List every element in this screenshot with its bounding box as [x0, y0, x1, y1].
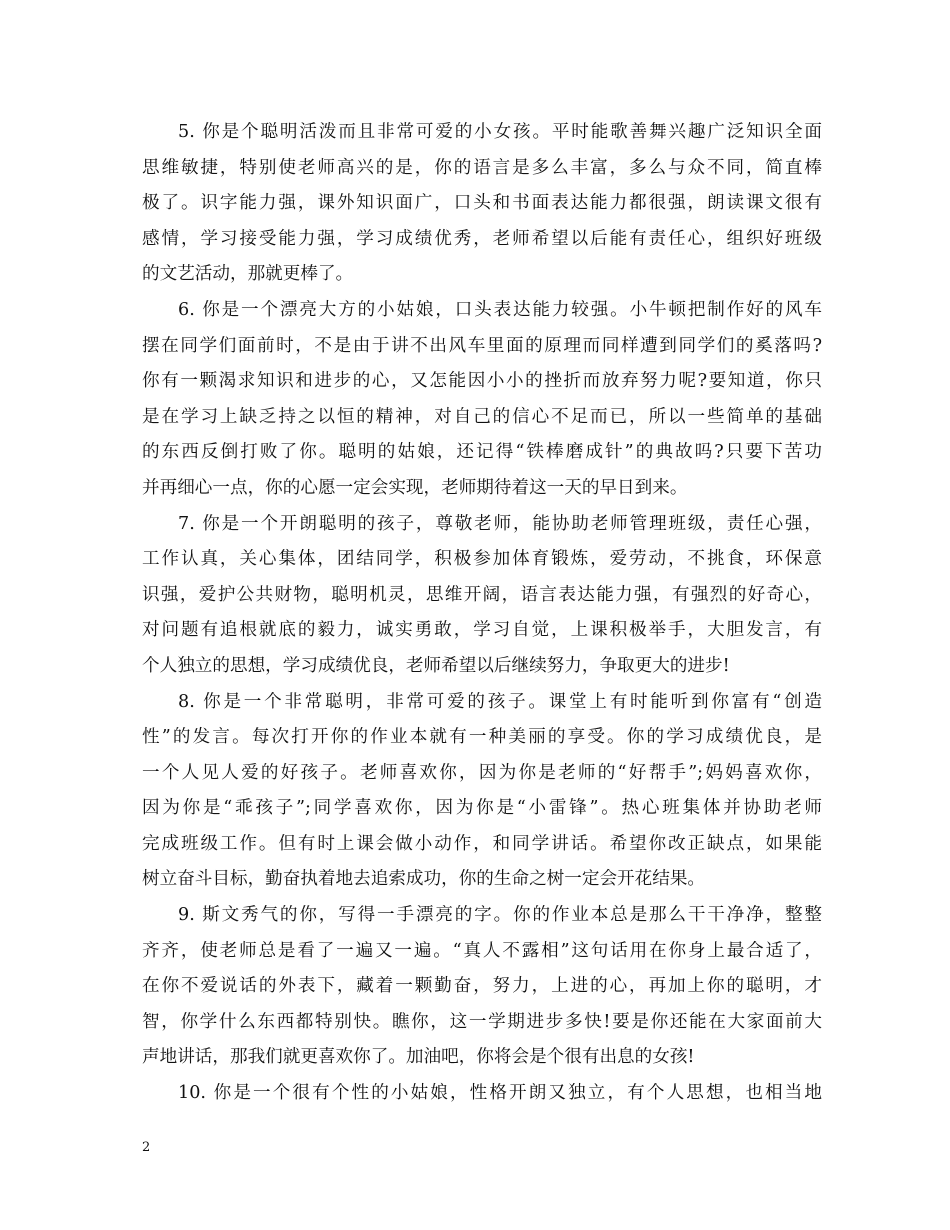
paragraph — [142, 507, 822, 685]
paragraph — [142, 293, 822, 507]
text-line: 一个人见人爱的好孩子。老师喜欢你，因为你是老师的“好帮手”;妈妈喜欢你， — [142, 762, 822, 783]
text-line: 性”的发言。每次打开你的作业本就有一种美丽的享受。你的学习成绩优良，是 — [142, 727, 822, 748]
text-line: 摆在同学们面前时，不是由于讲不出风车里面的原理而同样遭到同学们的奚落吗? — [142, 335, 822, 356]
text-line: 识强，爱护公共财物，聪明机灵，思维开阔，语言表达能力强，有强烈的好奇心， — [142, 584, 822, 605]
text-line: 5. 你是个聪明活泼而且非常可爱的小女孩。平时能歌善舞兴趣广泛知识全面 — [178, 122, 822, 142]
text-line: 对问题有追根就底的毅力，诚实勇敢，学习自觉，上课积极举手，大胆发言，有 — [142, 620, 822, 641]
text-line: 极了。识字能力强，课外知识面广，口头和书面表达能力都很强，朗读课文很有 — [142, 193, 822, 214]
text-line: 因为你是“乖孩子”;同学喜欢你，因为你是“小雷锋”。热心班集体并协助老师 — [142, 798, 822, 819]
text-line: 的东西反倒打败了你。聪明的姑娘，还记得“铁棒磨成针”的典故吗?只要下苦功 — [142, 442, 822, 463]
paragraph — [142, 685, 822, 899]
text-line: 智，你学什么东西都特别快。瞧你，这一学期进步多快!要是你还能在大家面前大 — [142, 1011, 822, 1032]
text-line: 6. 你是一个漂亮大方的小姑娘，口头表达能力较强。小牛顿把制作好的风车 — [178, 299, 822, 320]
text-line: 完成班级工作。但有时上课会做小动作，和同学讲话。希望你改正缺点，如果能 — [142, 833, 822, 854]
text-line: 在你不爱说话的外表下，藏着一颗勤奋，努力，上进的心，再加上你的聪明，才 — [142, 976, 822, 997]
document-body — [142, 115, 822, 1112]
text-line: 感情，学习接受能力强，学习成绩优秀，老师希望以后能有责任心，组织好班级 — [142, 228, 822, 249]
text-line: 声地讲话，那我们就更喜欢你了。加油吧，你将会是个很有出息的女孩! — [142, 1047, 695, 1068]
paragraph — [142, 898, 822, 1076]
text-line: 个人独立的思想，学习成绩优良，老师希望以后继续努力，争取更大的进步! — [142, 655, 730, 676]
text-line: 10. 你是一个很有个性的小姑娘，性格开朗又独立，有个人思想，也相当地 — [178, 1083, 822, 1104]
text-line: 9. 斯文秀气的你，写得一手漂亮的字。你的作业本总是那么干干净净，整整 — [178, 905, 822, 926]
text-line: 的文艺活动，那就更棒了。 — [142, 264, 354, 285]
paragraph — [142, 115, 822, 293]
text-line: 齐齐，使老师总是看了一遍又一遍。“真人不露相”这句话用在你身上最合适了， — [142, 940, 822, 961]
text-line: 你有一颗渴求知识和进步的心，又怎能因小小的挫折而放弃努力呢?要知道，你只 — [142, 371, 822, 392]
text-line: 并再细心一点，你的心愿一定会实现，老师期待着这一天的早日到来。 — [142, 477, 688, 498]
text-line: 是在学习上缺乏持之以恒的精神，对自己的信心不足而已，所以一些简单的基础 — [142, 406, 822, 427]
paragraph — [142, 1076, 822, 1112]
text-line: 工作认真，关心集体，团结同学，积极参加体育锻炼，爱劳动，不挑食，环保意 — [142, 549, 822, 570]
text-line: 思维敏捷，特别使老师高兴的是，你的语言是多么丰富，多么与众不同，简直棒 — [142, 157, 822, 178]
text-line: 树立奋斗目标，勤奋执着地去追索成功，你的生命之树一定会开花结果。 — [142, 869, 706, 890]
text-line: 8. 你是一个非常聪明，非常可爱的孩子。课堂上有时能听到你富有“创造 — [178, 691, 822, 712]
page-number: 2 — [142, 1140, 151, 1155]
text-line: 7. 你是一个开朗聪明的孩子，尊敬老师，能协助老师管理班级，责任心强， — [178, 513, 822, 534]
